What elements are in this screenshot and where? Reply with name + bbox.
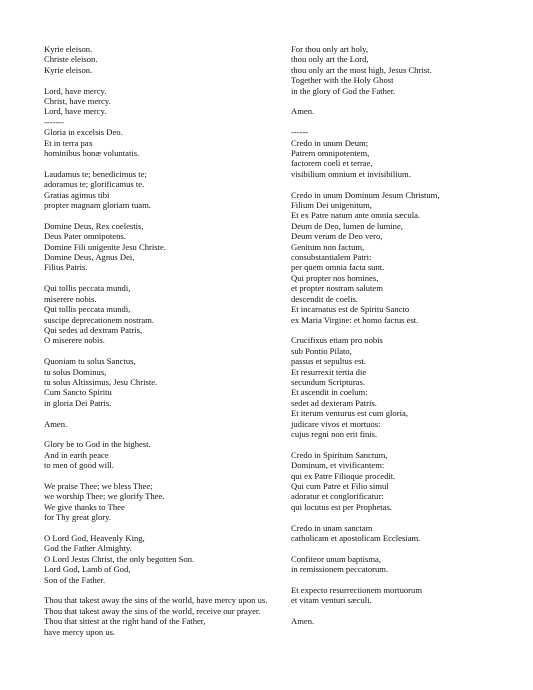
stanza <box>291 450 505 512</box>
text-line: Thou that sittest at the right hand of the Father, <box>44 616 206 627</box>
text-line: judicare vivos et mortuos: <box>291 418 381 429</box>
text-line: in remissionem peccatorum. <box>291 564 389 575</box>
text-line: Et ascendit in coelum: <box>291 387 368 398</box>
text-line: Credo in unam sanctam <box>291 522 373 533</box>
stanza <box>44 533 280 585</box>
text-line: ------- <box>44 116 65 127</box>
text-line: For thou only art holy, <box>291 44 369 54</box>
text-line: factorem coeli et terrae, <box>291 158 373 169</box>
text-line: for Thy great glory. <box>44 512 112 523</box>
text-line: We praise Thee; we bless Thee; <box>44 480 153 491</box>
text-line: Credo in Spiritum Sanctum, <box>291 449 388 460</box>
stanza <box>291 190 505 325</box>
text-line: Son of the Father. <box>44 574 106 585</box>
text-line: Qui propter nos homines, <box>291 272 379 283</box>
text-line: Quoniam tu solus Sanctus, <box>44 356 136 367</box>
text-line: O Lord Jesus Christ, the only begotten Son. <box>44 553 195 564</box>
text-line: tu solus Dominus, <box>44 366 107 377</box>
text-line: cujus regni non erit finis. <box>291 428 378 439</box>
stanza <box>291 127 505 179</box>
text-line: to men of good will. <box>44 460 114 471</box>
stanza <box>291 554 505 575</box>
text-line: Qui tollis peccata mundi, <box>44 304 131 315</box>
text-line: Et iterum venturus est cum gloria, <box>291 408 408 419</box>
text-line: Confiteor unum baptisma, <box>291 553 381 564</box>
text-line: Deum de Deo, lumen de lumine, <box>291 220 403 231</box>
text-line: Domine Deus, Rex coelestis, <box>44 220 144 231</box>
text-line: Cum Sancto Spiritu <box>44 387 112 398</box>
stanza <box>44 44 280 75</box>
text-line: adoratur et conglorificatur: <box>291 491 384 502</box>
text-line: Domine Fili unigenite Jesu Christe. <box>44 241 166 252</box>
text-line: Lord God, Lamb of God, <box>44 564 131 575</box>
stanza <box>291 106 505 116</box>
text-line: Et resurrexit tertia die <box>291 366 367 377</box>
text-line: thou only art the Lord, <box>291 54 369 65</box>
text-line: We give thanks to Thee <box>44 501 125 512</box>
text-line: adoramus te; glorificamus te. <box>44 179 145 190</box>
text-line: Kyrie eleison. <box>44 44 93 54</box>
stanza <box>44 595 280 637</box>
text-line: ex Maria Virgine: et homo factus est. <box>291 314 419 325</box>
text-line: Deum verum de Deo vero, <box>291 231 383 242</box>
text-line: Et in terra pax <box>44 137 93 148</box>
text-line: tu solus Altissimus, Jesu Christe. <box>44 376 158 387</box>
text-line: sedet ad dexteram Patris. <box>291 397 377 408</box>
stanza <box>44 169 280 211</box>
text-line: Credo in unum Deum; <box>291 137 369 148</box>
text-line: hominibus bonæ voluntatis. <box>44 148 140 159</box>
text-line: Thou that takest away the sins of the world, receive our prayer. <box>44 605 261 616</box>
text-line: Qui cum Patre et Filio simul <box>291 480 389 491</box>
text-line: suscipe deprecationem nostram. <box>44 314 155 325</box>
stanza <box>44 283 280 345</box>
text-line: Amen. <box>291 106 315 117</box>
text-line: Amen. <box>44 418 68 429</box>
text-line: Dominum, et vivificantem: <box>291 460 385 471</box>
text-line: et vitam venturi sæculi. <box>291 595 372 606</box>
text-line: Filius Patris. <box>44 262 88 273</box>
text-line: catholicam et apostolicam Ecclesiam. <box>291 533 421 543</box>
stanza <box>44 481 280 523</box>
text-line: Filium Dei unigenitum, <box>291 200 372 211</box>
text-line: visibilium omnium et invisibilium. <box>291 168 411 179</box>
text-line: Qui tollis peccata mundi, <box>44 283 131 294</box>
text-line: Domine Deus, Agnus Dei, <box>44 252 135 263</box>
right-text-column <box>291 44 505 637</box>
left-text-column <box>44 44 280 647</box>
text-line: Deus Pater omnipotens. <box>44 231 126 242</box>
text-line: Qui sedes ad dextram Patris, <box>44 324 143 335</box>
text-line: thou only art the most high, Jesus Christ. <box>291 64 432 75</box>
text-line: per quem omnia facta sunt. <box>291 262 385 273</box>
text-line: consubstantialem Patri: <box>291 252 372 263</box>
text-line: Together with the Holy Ghost <box>291 75 394 86</box>
text-line: Patrem omnipotentem, <box>291 148 370 159</box>
text-line: Christe eleison. <box>44 54 98 65</box>
text-line: Et expecto resurrectionem mortuorum <box>291 585 423 595</box>
stanza <box>44 419 280 429</box>
text-line: O Lord God, Heavenly King, <box>44 532 145 543</box>
text-line: Lord, have mercy. <box>44 85 107 96</box>
stanza <box>291 523 505 544</box>
text-line: qui locutus est per Prophetas. <box>291 501 392 512</box>
text-line: Gloria in excelsis Deo. <box>44 127 123 138</box>
text-line: Kyrie eleison. <box>44 64 93 75</box>
text-line: Credo in unum Dominum Jesum Christum, <box>291 189 440 200</box>
text-line: miserere nobis. <box>44 293 97 304</box>
text-line: God the Father Almighty. <box>44 543 132 554</box>
stanza <box>44 86 280 159</box>
stanza <box>291 44 505 96</box>
text-line: sub Pontio Pilato, <box>291 345 352 356</box>
text-line: passus et sepultus est. <box>291 356 366 367</box>
text-line: Amen. <box>291 616 315 627</box>
text-line: Glory be to God in the highest. <box>44 439 151 450</box>
text-line: Laudamus te; benedicimus te; <box>44 168 147 179</box>
text-line: Gratias agimus tibi <box>44 189 110 200</box>
text-line: O miserere nobis. <box>44 335 105 346</box>
text-line: we worship Thee; we glorify Thee. <box>44 491 165 502</box>
text-line: descendit de coelis. <box>291 293 359 304</box>
text-line: have mercy upon us. <box>44 626 116 637</box>
stanza <box>291 585 505 606</box>
text-line: qui ex Patre Filioque procedit. <box>291 470 396 481</box>
text-line: in the glory of God the Father. <box>291 85 396 96</box>
text-line: propter magnam gloriam tuam. <box>44 200 151 211</box>
stanza <box>291 616 505 626</box>
text-line: in gloria Dei Patris. <box>44 397 112 408</box>
stanza <box>44 356 280 408</box>
text-line: Et incarnatus est de Spiritu Sancto <box>291 304 410 315</box>
text-line: Genitum non factum, <box>291 241 365 252</box>
text-line: Christ, have mercy. <box>44 96 111 107</box>
text-line: secundum Scripturas. <box>291 376 365 387</box>
stanza <box>44 221 280 273</box>
text-line: et propter nostram salutem <box>291 283 383 294</box>
stanza <box>291 335 505 439</box>
text-line: And in earth peace <box>44 449 109 460</box>
text-line: Et ex Patre natum ante omnia sæcula. <box>291 210 421 221</box>
stanza <box>44 439 280 470</box>
text-line: Crucifixus etiam pro nobis <box>291 335 383 346</box>
text-line: ------ <box>291 127 309 138</box>
text-line: Lord, have mercy. <box>44 106 107 117</box>
text-line: Thou that takest away the sins of the world, have mercy upon us. <box>44 595 268 606</box>
